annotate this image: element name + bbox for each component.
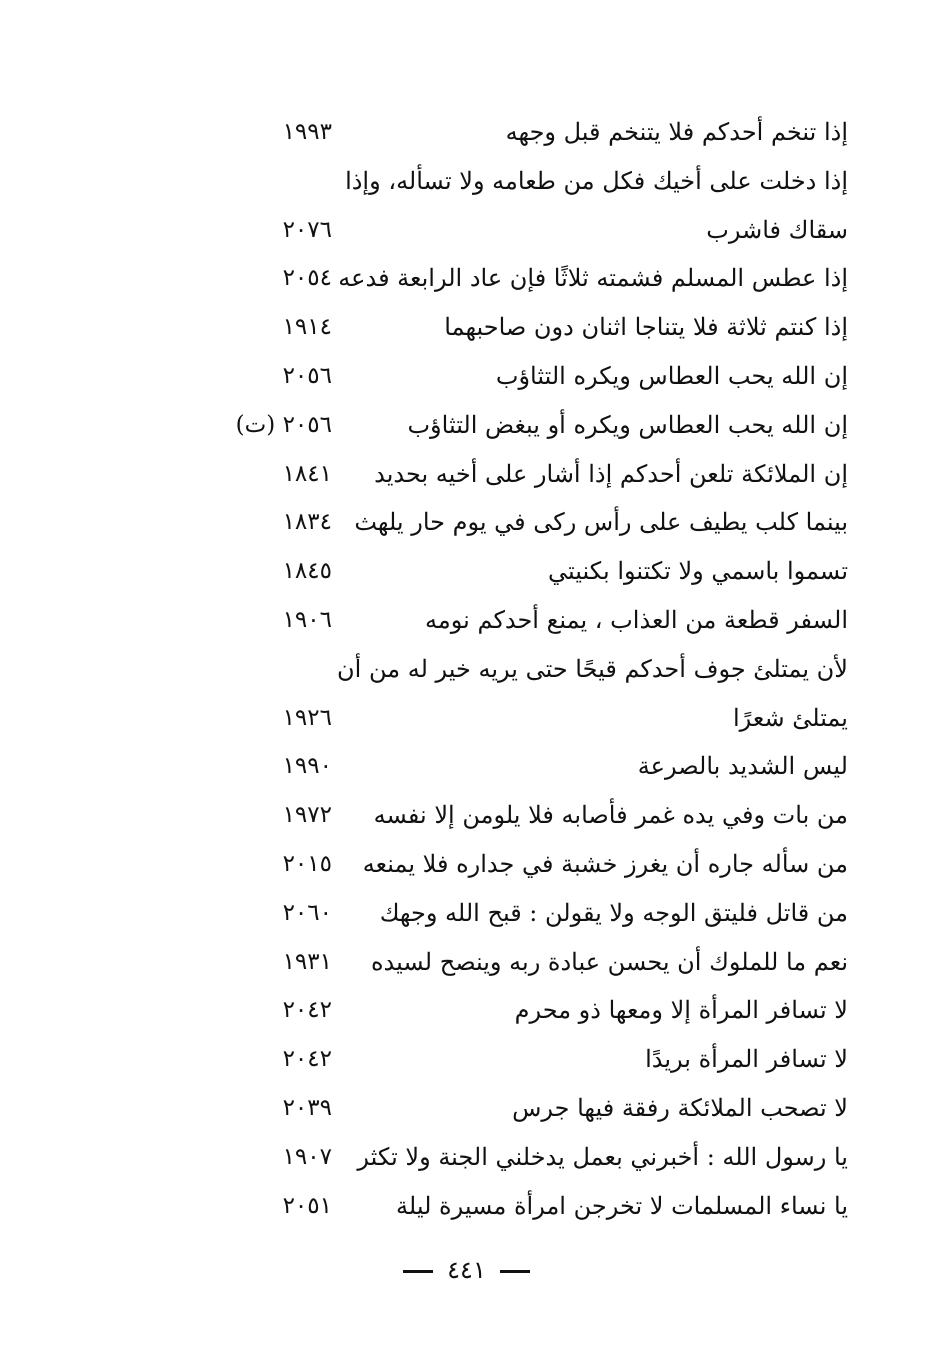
index-entry [190,401,860,450]
entry-text: إذا تنخم أحدكم فلا يتنخم قبل وجهه [505,118,848,146]
index-entry [190,450,860,499]
entry-number: ١٩٠٦ [282,606,332,633]
index-entry [190,986,860,1035]
index-entry [190,596,860,645]
entry-text: لا تسافر المرأة إلا ومعها ذو محرم [514,996,848,1025]
entry-number: ٢٠٦٠ [282,899,332,926]
entry-text: إذا عطس المسلم فشمته ثلاثًا فإن عاد الرابعة فدعه [338,264,848,293]
entry-text: ليس الشديد بالصرعة [637,752,848,781]
entry-number: ٢٠٥٦ (ت) [235,411,332,438]
index-entry [190,498,860,547]
entry-number: ١٩٧٢ [282,802,332,829]
entry-text: إن الملائكة تلعن أحدكم إذا أشار على أخيه بحديد [374,459,848,488]
entry-number: ٢٠٣٩ [282,1094,332,1121]
entry-text: يا نساء المسلمات لا تخرجن امرأة مسيرة ليلة [396,1191,848,1220]
index-entry [190,206,860,255]
entry-text: السفر قطعة من العذاب ، يمنع أحدكم نومه [425,605,848,634]
entry-text: بينما كلب يطيف على رأس ركى في يوم حار يلهث [354,508,848,537]
entry-text: إن الله يحب العطاس ويكره أو يبغض التثاؤب [407,410,848,439]
entry-number: ١٩٠٧ [282,1143,332,1170]
entry-number: ١٩٢٦ [282,704,332,731]
hadith-index-list [190,108,860,1230]
entry-text: إذا كنتم ثلاثة فلا يتناجا اثنان دون صاحبهما [444,313,848,342]
entry-text: لأن يمتلئ جوف أحدكم قيحًا حتى يريه خير له من أن [337,654,848,683]
entry-text: إن الله يحب العطاس ويكره التثاؤب [495,361,848,390]
entry-text: لا تصحب الملائكة رفقة فيها جرس [512,1093,848,1122]
index-entry [190,938,860,987]
entry-number: ٢٠١٥ [282,850,332,877]
index-entry [190,791,860,840]
entry-number: ٢٠٥١ [282,1192,332,1219]
index-entry [190,1084,860,1133]
index-entry [190,840,860,889]
index-entry [190,254,860,303]
entry-text: يمتلئ شعرًا [733,703,848,732]
entry-number: ١٨٤٥ [282,558,332,585]
entry-text: إذا دخلت على أخيك فكل من طعامه ولا تسأله، وإذا [345,166,848,195]
index-entry [190,352,860,401]
page-number-footer [0,1250,933,1290]
entry-text: سقاك فاشرب [706,215,848,244]
entry-number: ١٩٩٠ [282,753,332,780]
entry-number: ١٩٣١ [282,948,332,975]
page-number: ٤٤١ [447,1256,486,1284]
entry-number: ١٨٤١ [282,460,332,487]
entry-text: من بات وفي يده غمر فأصابه فلا يلومن إلا نفسه [373,801,848,830]
entry-number: ٢٠٤٢ [282,997,332,1024]
index-entry [190,108,860,157]
entry-number: ٢٠٥٤ [282,265,332,292]
index-entry [190,742,860,791]
index-entry [190,303,860,352]
entry-number: ١٩٩٣ [282,119,332,145]
index-entry [190,645,860,694]
entry-text: تسموا باسمي ولا تكتنوا بكنيتي [548,557,848,586]
index-entry [190,1133,860,1182]
index-entry [190,889,860,938]
dash-right [500,1270,530,1273]
entry-number: ٢٠٤٢ [282,1046,332,1073]
entry-number: ١٨٣٤ [282,509,332,536]
entry-text: من سأله جاره أن يغرز خشبة في جداره فلا يمنعه [362,849,848,878]
entry-text: من قاتل فليتق الوجه ولا يقولن : قبح الله وجهك [379,898,848,927]
index-entry [190,157,860,206]
dash-left [403,1270,433,1273]
entry-number: ٢٠٥٦ [282,362,332,389]
index-entry [190,694,860,743]
entry-text: لا تسافر المرأة بريدًا [645,1045,848,1074]
index-entry [190,1035,860,1084]
entry-number: ٢٠٧٦ [282,216,332,243]
index-entry [190,1182,860,1231]
entry-number: ١٩١٤ [282,314,332,341]
entry-text: نعم ما للملوك أن يحسن عبادة ربه وينصح لسيده [370,947,848,976]
entry-text: يا رسول الله : أخبرني بعمل يدخلني الجنة ولا تكثر [357,1142,848,1171]
index-entry [190,547,860,596]
